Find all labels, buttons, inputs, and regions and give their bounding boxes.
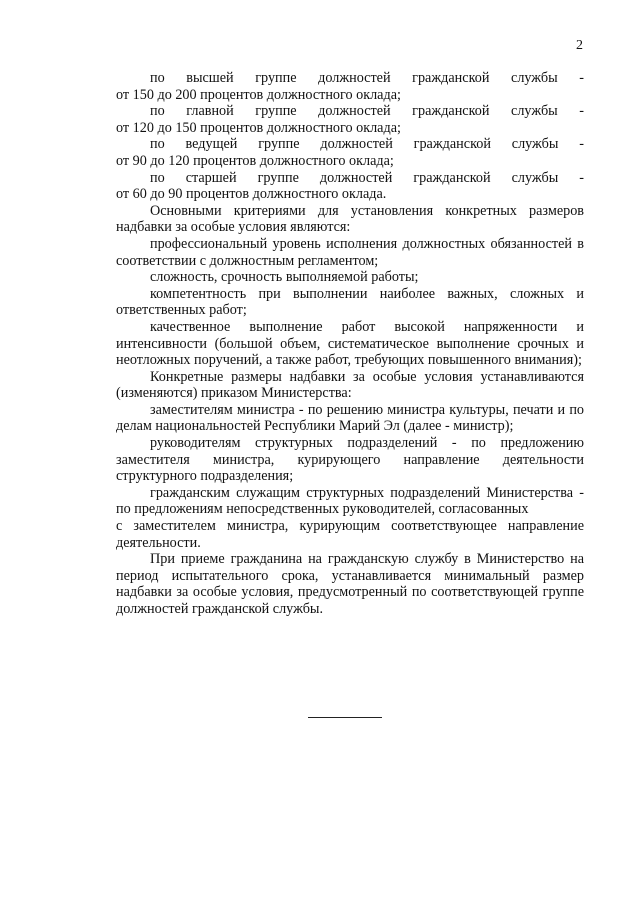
closing-rule — [308, 717, 382, 718]
paragraph-probation-period: При приеме гражданина на гражданскую службу в Министерство на период испытательного срока, устанавливается минимальный размер надбавки за особые условия, предусмотренный по соответствующей группе должностей гражданской службы. — [116, 551, 584, 617]
paragraph-civil-servants-continued: с заместителем министра, курирующим соответствующее направление деятельности. — [116, 518, 584, 551]
paragraph-sizes-set-by-order: Конкретные размеры надбавки за особые условия устанавливаются (изменяются) приказом Министерства: — [116, 368, 584, 402]
paragraph-criterion-quality: качественное выполнение работ высокой напряженности и интенсивности (большой объем, систематическое выполнение срочных и неотложных поручений, а также работ, требующих повышенного внимания); — [116, 318, 584, 369]
paragraph-unit-heads: руководителям структурных подразделений - по предложению заместителя министра, курирующего направление деятельности структурного подразделения; — [116, 435, 584, 485]
paragraph-criteria-intro: Основными критериями для установления конкретных размеров надбавки за особые условия являются: — [116, 202, 584, 236]
paragraph-senior-group-line2: от 60 до 90 процентов должностного оклада. — [116, 186, 387, 203]
paragraph-criterion-professional-level: профессиональный уровень исполнения должностных обязанностей в соответствии с должностным регламентом; — [116, 235, 584, 269]
paragraph-highest-group-line1: по высшей группе должностей гражданской службы - — [150, 70, 584, 86]
paragraph-civil-servants: гражданским служащим структурных подразделений Министерства - по предложениям непосредственных руководителей, согласованных — [116, 484, 584, 518]
paragraph-main-group-line1: по главной группе должностей гражданской службы - — [150, 103, 584, 120]
paragraph-criterion-competence: компетентность при выполнении наиболее важных, сложных и ответственных работ; — [116, 285, 584, 319]
paragraph-main-group-line2: от 120 до 150 процентов должностного оклада; — [116, 119, 401, 136]
document-body — [116, 70, 584, 618]
paragraph-highest-group-line2: от 150 до 200 процентов должностного оклада; — [116, 86, 401, 103]
paragraph-senior-group-line1: по старшей группе должностей гражданской службы - — [150, 169, 584, 186]
paragraph-deputy-ministers: заместителям министра - по решению министра культуры, печати и по делам национальностей Республики Марий Эл (далее - министр); — [116, 401, 584, 435]
paragraph-leading-group-line2: от 90 до 120 процентов должностного оклада; — [116, 152, 394, 169]
paragraph-leading-group-line1: по ведущей группе должностей гражданской службы - — [150, 136, 584, 153]
paragraph-criterion-complexity: сложность, срочность выполняемой работы; — [150, 269, 419, 286]
page-number: 2 — [576, 38, 583, 53]
